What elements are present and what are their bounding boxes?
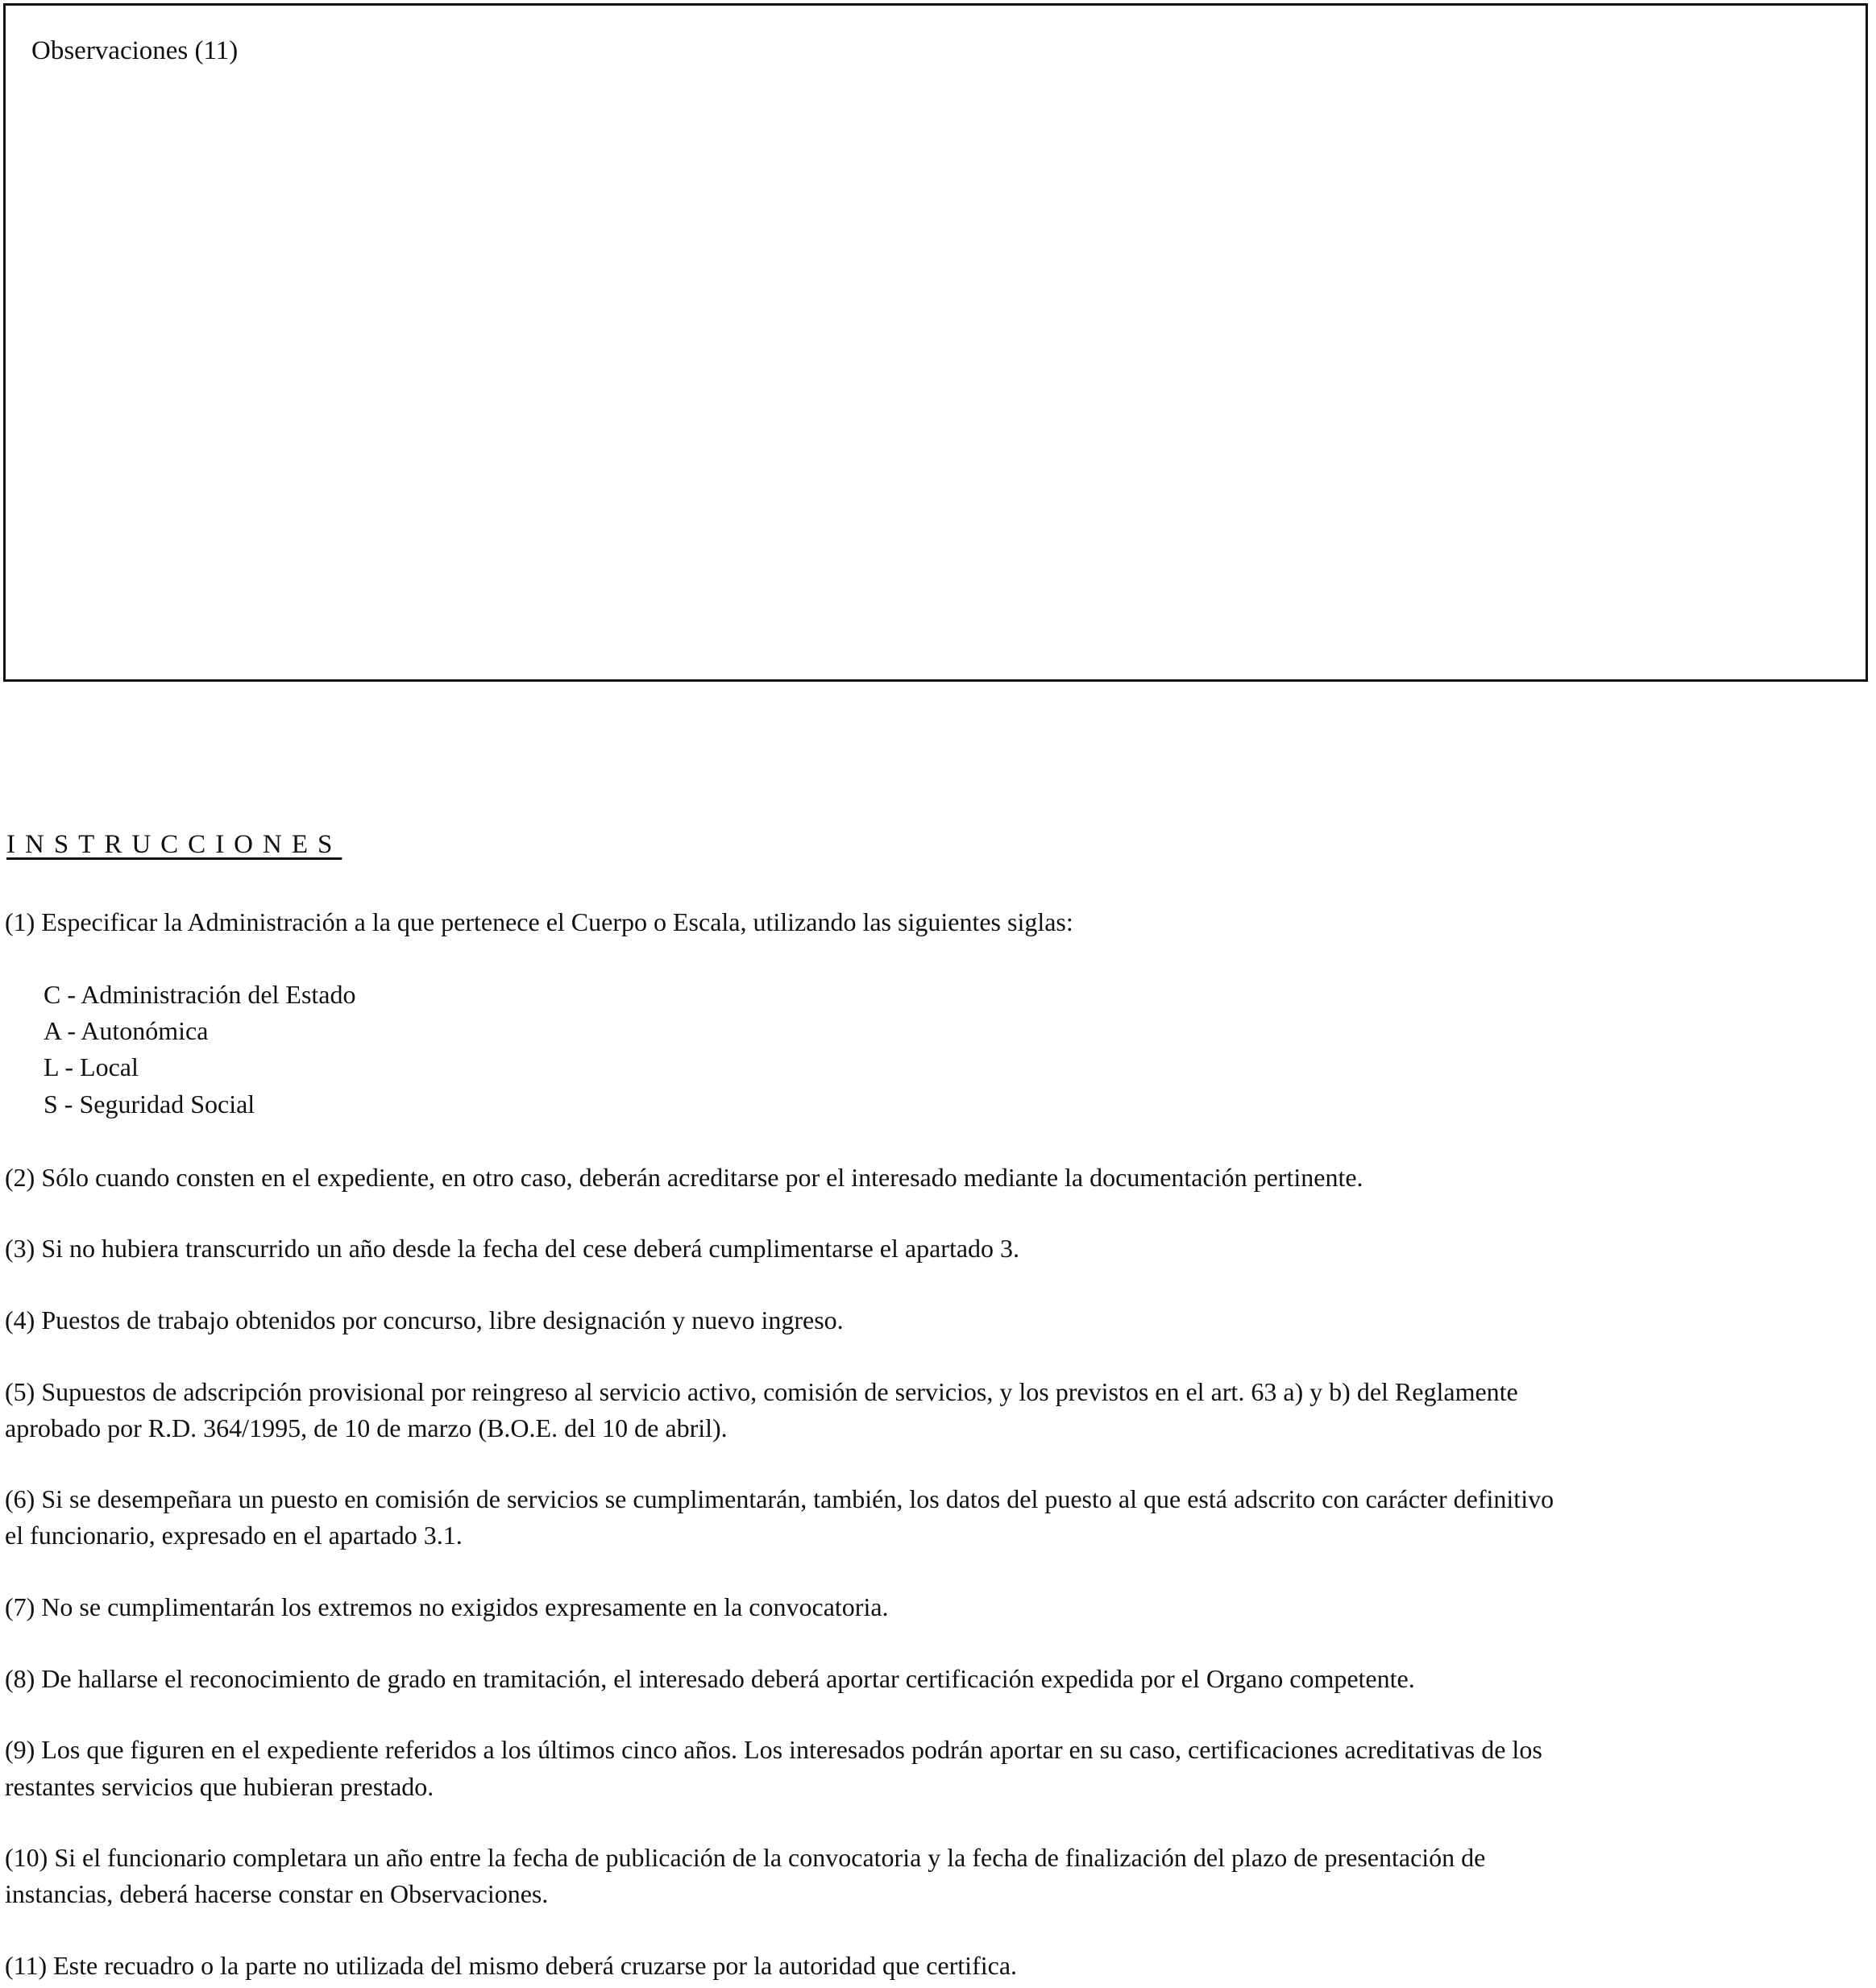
instruction-item-4: (4) Puestos de trabajo obtenidos por concurso, libre designación y nuevo ingreso. (5, 1305, 844, 1334)
instruction-item-2: (2) Sólo cuando consten en el expediente, en otro caso, deberán acreditarse por el interesado mediante la documentación pertinente. (5, 1163, 1363, 1192)
instruction-item-9-line-1: (9) Los que figuren en el expediente referidos a los últimos cinco años. Los interesados podrán aportar en su caso, certificaciones acreditativas de los (5, 1735, 1542, 1764)
instruction-item-10-line-1: (10) Si el funcionario completara un año entre la fecha de publicación de la convocatoria y la fecha de finalización del plazo de presentación de (5, 1843, 1486, 1872)
instruction-item-11: (11) Este recuadro o la parte no utilizada del mismo deberá cruzarse por la autoridad que certifica. (5, 1951, 1018, 1980)
sigla-item: C - Administración del Estado (44, 980, 356, 1009)
instruction-item-8: (8) De hallarse el reconocimiento de grado en tramitación, el interesado deberá aportar certificación expedida por el Organo competente. (5, 1664, 1415, 1693)
sigla-item: S - Seguridad Social (44, 1089, 255, 1119)
instruction-item-6-line-1: (6) Si se desempeñara un puesto en comisión de servicios se cumplimentarán, también, los datos del puesto al que está adscrito con carácter definitivo (5, 1484, 1554, 1513)
sigla-item: L - Local (44, 1052, 139, 1081)
instrucciones-title: INSTRUCCIONES (6, 830, 342, 859)
instruction-item-5-line-2: aprobado por R.D. 364/1995, de 10 de marzo (B.O.E. del 10 de abril). (5, 1413, 728, 1442)
instruction-item-6-line-2: el funcionario, expresado en el apartado 3.1. (5, 1521, 463, 1550)
instruction-item-10-line-2: instancias, deberá hacerse constar en Observaciones. (5, 1879, 549, 1908)
observaciones-label: Observaciones (11) (31, 36, 239, 65)
sigla-item: A - Autonómica (44, 1016, 209, 1045)
instruction-item-3: (3) Si no hubiera transcurrido un año desde la fecha del cese deberá cumplimentarse el apartado 3. (5, 1234, 1020, 1263)
observaciones-box (3, 3, 1868, 682)
instruction-item-5-line-1: (5) Supuestos de adscripción provisional por reingreso al servicio activo, comisión de servicios, y los previstos en el art. 63 a) y b) del Reglamente (5, 1377, 1518, 1406)
instruction-item-7: (7) No se cumplimentarán los extremos no exigidos expresamente en la convocatoria. (5, 1592, 889, 1621)
instruction-item-9-line-2: restantes servicios que hubieran prestado. (5, 1772, 434, 1801)
instruction-item-1: (1) Especificar la Administración a la que pertenece el Cuerpo o Escala, utilizando las siguientes siglas: (5, 907, 1073, 936)
